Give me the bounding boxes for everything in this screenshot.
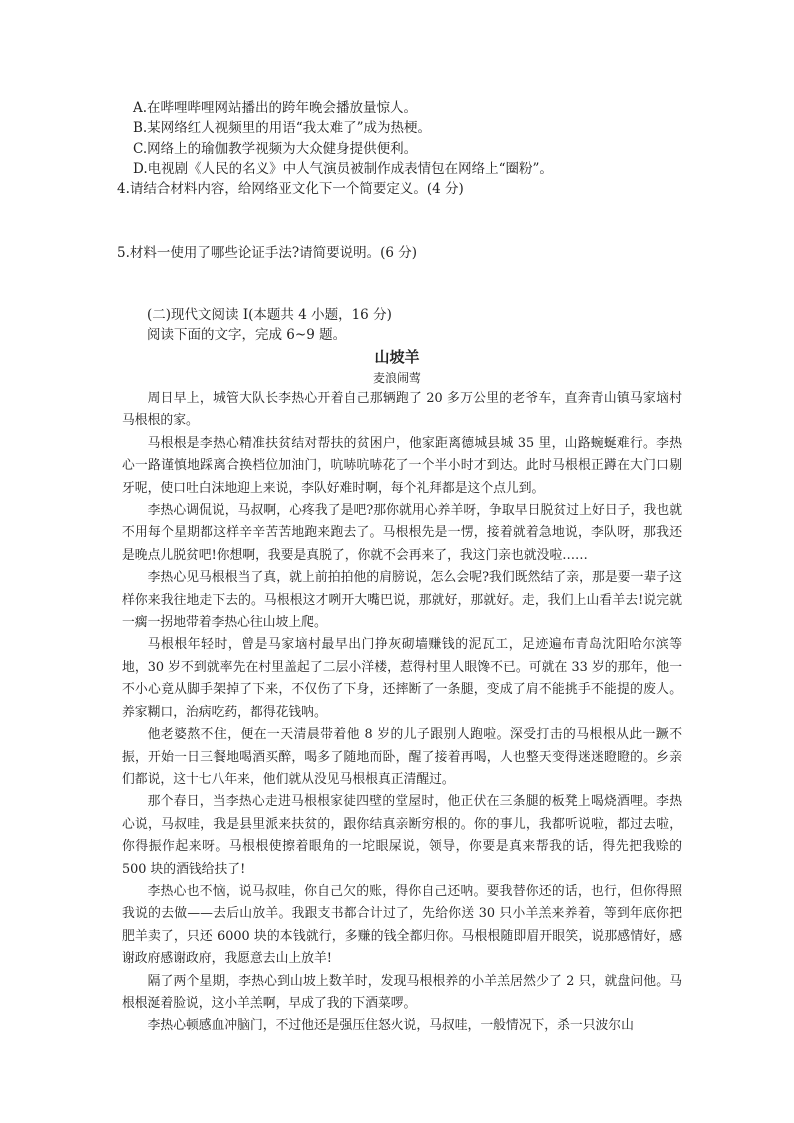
story-paragraph: 那个春日，当李热心走进马根根家徒四壁的堂屋时，他正伏在三条腿的板凳上喝烧酒哩。李热心说，马叔哇，我是县里派来扶贫的，跟你结真亲断穷根的。你的事儿，我都听说啦，都过去啦，你得振作起来呀。马根根使擦着眼角的一坨眼屎说，领导，你要是真来帮我的话，得先把我赊的 500 块的酒钱给扶了! — [122, 794, 682, 877]
story-paragraph: 隔了两个星期，李热心到山坡上数羊时，发现马根根养的小羊羔居然少了 2 只，就盘问他。马根根涎着脸说，这小羊羔啊，早成了我的下酒菜啰。 — [122, 973, 682, 1011]
question-4: 4.请结合材料内容，给网络亚文化下一个简要定义。(4 分) — [117, 181, 464, 197]
section-heading: (二)现代文阅读 I(本题共 4 小题，16 分) — [147, 307, 392, 323]
choice-option-d: D.电视剧《人民的名义》中人气演员被制作成表情包在网络上“圈粉”。 — [133, 161, 553, 177]
choice-option-b: B.某网络红人视频里的用语“我太难了”成为热梗。 — [133, 120, 432, 136]
question-5: 5.材料一使用了哪些论证手法?请简要说明。(6 分) — [117, 245, 418, 261]
story-paragraph: 马根根是李热心精准扶贫结对帮扶的贫困户，他家距离德城县城 35 里，山路蜿蜒难行。李热心一路谨慎地踩离合换档位加油门，吭哧吭哧花了一个半小时才到达。此时马根根正蹲在大门口剔牙呢，使口吐白沫地迎上来说，李队好难时啊，每个礼拜都是这个点儿到。 — [122, 435, 682, 496]
story-paragraph: 他老婆熬不住，便在一天清晨带着他 8 岁的儿子跟别人跑啦。深受打击的马根根从此一蹶不振，开始一日三餐地喝酒买醉，喝多了随地而卧，醒了接着再喝，人也整天变得迷迷瞪瞪的。乡亲们都说，这十七八年来，他们就从没见马根根真正清醒过。 — [122, 727, 682, 787]
story-paragraph: 李热心也不恼，说马叔哇，你自己欠的账，得你自己还呐。要我替你还的话，也行，但你得照我说的去做——去后山放羊。我跟支书都合计过了，先给你送 30 只小羊羔来养着，等到年底你把肥羊卖了，只还 6000 块的本钱就行，多赚的钱全都归你。马根根随即眉开眼笑，说那感情好，感谢政府感谢政府，我愿意去山上放羊! — [122, 883, 682, 967]
story-paragraph: 李热心顿感血冲脑门，不过他还是强压住怒火说，马叔哇，一般情况下，杀一只波尔山 — [147, 1018, 634, 1034]
story-body — [122, 388, 682, 1038]
story-paragraph: 李热心调侃说，马叔啊，心疼我了是吧?那你就用心养羊呀，争取早日脱贫过上好日子，我也就不用每个星期都这样辛辛苦苦地跑来跑去了。马根根先是一愣，接着就着急地说，李队呀，那我还是晚点儿脱贫吧!你想啊，我要是真脱了，你就不会再来了，我这门亲也就没啦…… — [122, 503, 682, 563]
story-author: 麦浪闹莺 — [372, 371, 421, 385]
section-instruction: 阅读下面的文字，完成 6~9 题。 — [147, 327, 347, 343]
story-paragraph: 周日早上，城管大队长李热心开着自己那辆跑了 20 多万公里的老爷车，直奔青山镇马家垴村马根根的家。 — [122, 391, 682, 429]
story-title: 山坡羊 — [374, 348, 420, 366]
choice-option-a: A.在哔哩哔哩网站播出的跨年晚会播放量惊人。 — [133, 100, 418, 116]
choice-option-c: C.网络上的瑜伽教学视频为大众健身提供便利。 — [133, 141, 418, 157]
story-paragraph: 马根根年轻时，曾是马家垴村最早出门挣灰砌墙赚钱的泥瓦工，足迹遍布青岛沈阳哈尔滨等地，30 岁不到就率先在村里盖起了二层小洋楼，惹得村里人眼馋不已。可就在 33 岁的那年，他一不小心竟从脚手架掉了下来，不仅伤了下身，还摔断了一条腿，变成了肩不能挑手不能提的废人。养家糊口，治病吃药，都得花钱呐。 — [122, 637, 682, 720]
story-paragraph: 李热心见马根根当了真，就上前拍拍他的肩膀说，怎么会呢?我们既然结了亲，那是要一辈子这样你来我往地走下去的。马根根这才咧开大嘴巴说，那就好，那就好。走，我们上山看羊去!说完就一瘸一拐地带着李热心往山坡上爬。 — [122, 570, 682, 631]
